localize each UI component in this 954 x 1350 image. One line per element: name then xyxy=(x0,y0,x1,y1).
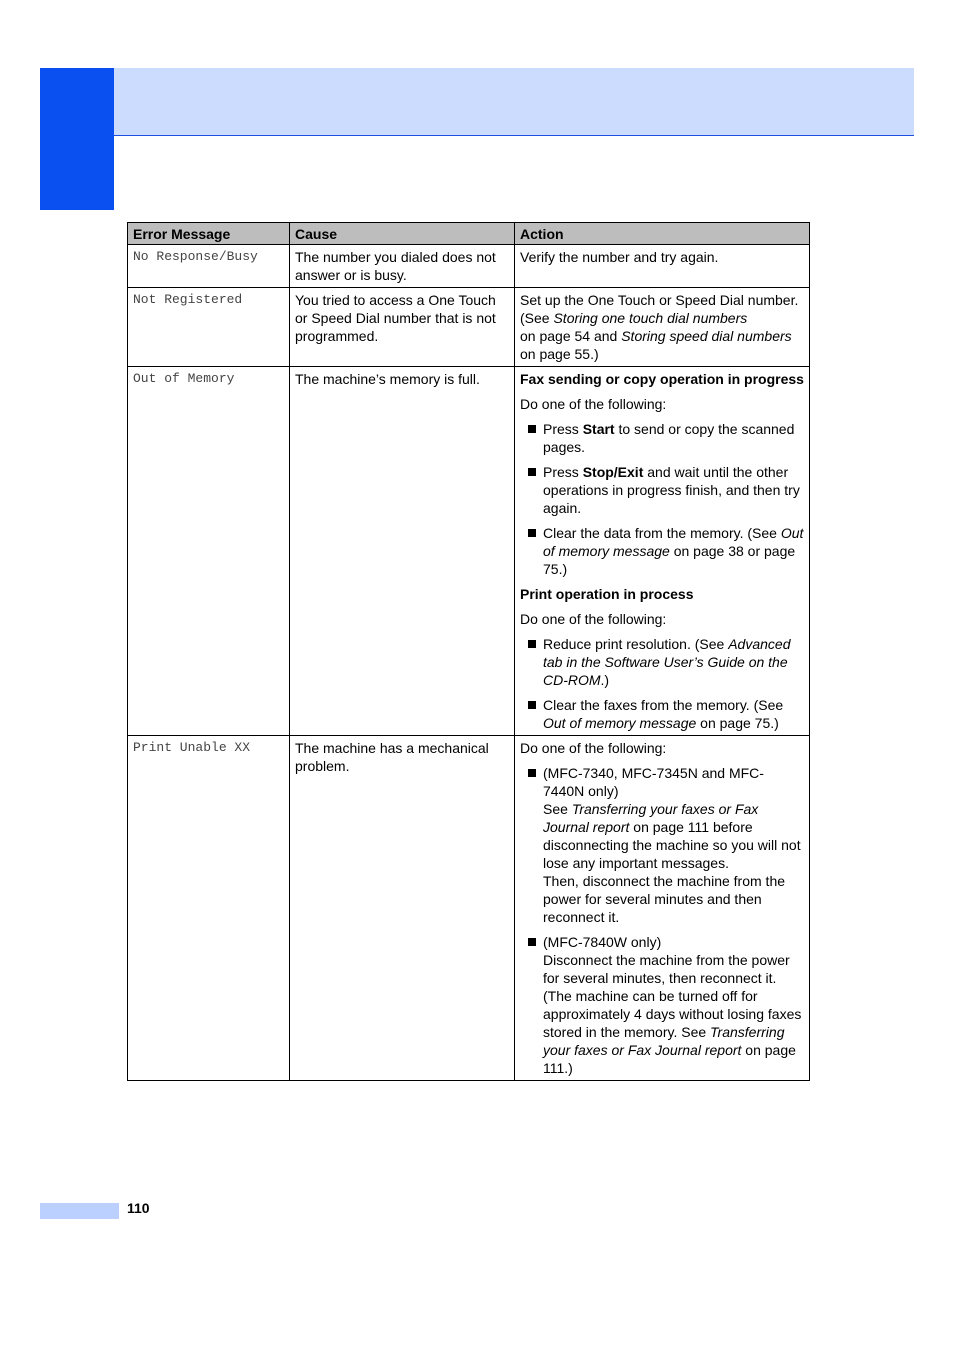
cause-cell: You tried to access a One Touch or Speed Dial number that is not programmed. xyxy=(290,288,515,367)
section-intro: Do one of the following: xyxy=(520,611,667,627)
bullet-list xyxy=(520,420,804,578)
item-text: (MFC-7340, MFC-7345N and MFC-7440N only) xyxy=(543,765,764,799)
cause-cell: The number you dialed does not answer or is busy. xyxy=(290,245,515,288)
list-item xyxy=(520,764,804,926)
cause-cell: The machine has a mechanical problem. xyxy=(290,736,515,1081)
action-text: on page 54 and xyxy=(520,328,622,344)
square-bullet-icon xyxy=(528,425,536,433)
item-text: (MFC-7840W only) xyxy=(543,934,662,950)
square-bullet-icon xyxy=(528,468,536,476)
button-name: Stop/Exit xyxy=(582,464,644,480)
bullet-list xyxy=(520,764,804,1077)
action-cell xyxy=(515,367,810,736)
action-text: (See xyxy=(520,310,554,326)
error-message: Out of Memory xyxy=(128,367,290,736)
item-text: Then, disconnect the machine from the power for several minutes and then reconnect it. xyxy=(543,873,786,925)
action-cell xyxy=(515,288,810,367)
header-band xyxy=(113,68,914,136)
action-text: Set up the One Touch or Speed Dial number. xyxy=(520,292,799,308)
item-text: on page 111 before disconnecting the machine so you will not lose any important messages. xyxy=(543,819,801,871)
cross-reference: Storing speed dial numbers xyxy=(621,328,792,344)
table-row xyxy=(128,736,810,1081)
action-cell: Verify the number and try again. xyxy=(515,245,810,288)
action-text: on page 55.) xyxy=(520,346,599,362)
error-message-table xyxy=(127,222,810,1081)
error-message: Print Unable XX xyxy=(128,736,290,1081)
header-cause: Cause xyxy=(290,223,515,245)
section-intro: Do one of the following: xyxy=(520,740,667,756)
section-heading: Print operation in process xyxy=(520,586,694,602)
item-text: .) xyxy=(600,672,610,688)
item-text: Press xyxy=(543,464,583,480)
error-message: Not Registered xyxy=(128,288,290,367)
list-item xyxy=(520,696,804,732)
section-intro: Do one of the following: xyxy=(520,396,667,412)
item-text: on page 75.) xyxy=(696,715,779,731)
table-row xyxy=(128,288,810,367)
bullet-list xyxy=(520,635,804,732)
square-bullet-icon xyxy=(528,529,536,537)
action-cell xyxy=(515,736,810,1081)
footer-color-bar xyxy=(40,1203,119,1219)
cross-reference: Transferring your faxes or Fax Journal report xyxy=(543,801,759,835)
item-text: and wait until the other operations in progress finish, and then try again. xyxy=(543,464,800,516)
table-row xyxy=(128,367,810,736)
square-bullet-icon xyxy=(528,769,536,777)
cross-reference: Advanced tab in the Software User’s Guide on the CD-ROM xyxy=(543,636,791,688)
item-text: Reduce print resolution. (See xyxy=(543,636,729,652)
item-text: Press xyxy=(543,421,583,437)
cross-reference: Transferring your faxes or Fax Journal report xyxy=(543,1024,785,1058)
item-text: on page 38 or page 75.) xyxy=(543,543,796,577)
cross-reference: Out of memory message xyxy=(543,715,697,731)
square-bullet-icon xyxy=(528,640,536,648)
error-message: No Response/Busy xyxy=(128,245,290,288)
table-row xyxy=(128,245,810,288)
cross-reference: Storing one touch dial numbers xyxy=(553,310,748,326)
list-item xyxy=(520,635,804,689)
item-text: Disconnect the machine from the power for several minutes, then reconnect it. (The machine can be turned off for approximately 4 days without losing faxes stored in the memory. See xyxy=(543,952,802,1040)
page-number: 110 xyxy=(127,1200,150,1216)
cross-reference: Out of memory message xyxy=(543,525,804,559)
item-text: on page 111.) xyxy=(543,1042,796,1076)
item-text: Clear the data from the memory. (See xyxy=(543,525,781,541)
list-item xyxy=(520,933,804,1077)
list-item xyxy=(520,524,804,578)
item-text: to send or copy the scanned pages. xyxy=(543,421,795,455)
list-item xyxy=(520,463,804,517)
list-item xyxy=(520,420,804,456)
section-heading: Fax sending or copy operation in progress xyxy=(520,371,804,387)
chapter-tab xyxy=(40,68,114,210)
header-action: Action xyxy=(515,223,810,245)
square-bullet-icon xyxy=(528,701,536,709)
table-header-row xyxy=(128,223,810,245)
square-bullet-icon xyxy=(528,938,536,946)
cause-cell: The machine’s memory is full. xyxy=(290,367,515,736)
header-error-message: Error Message xyxy=(128,223,290,245)
button-name: Start xyxy=(582,421,615,437)
item-text: Clear the faxes from the memory. (See xyxy=(543,697,784,713)
item-text: See xyxy=(543,801,572,817)
